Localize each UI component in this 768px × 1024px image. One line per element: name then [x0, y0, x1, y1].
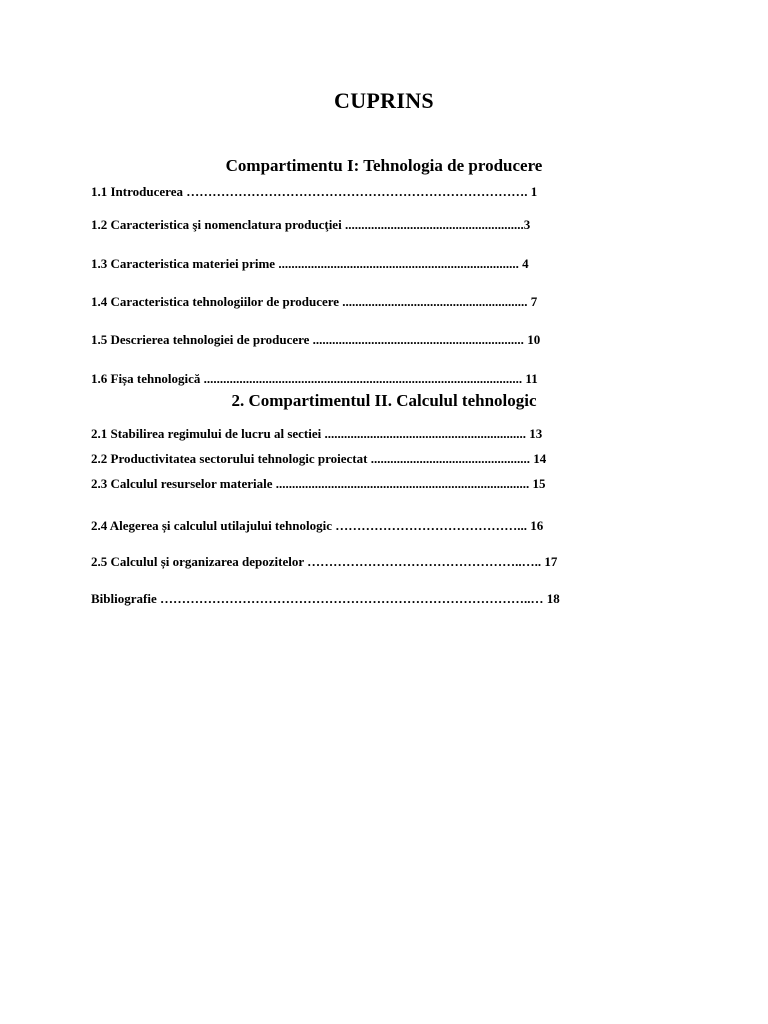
toc-bibliography [91, 591, 560, 607]
toc-entry-page: 3 [523, 217, 531, 232]
toc-entry-page: 10 [527, 332, 541, 347]
toc-entry-text: 1.5 Descrierea tehnologiei de producere ................................................................. [91, 332, 524, 347]
toc-entry [91, 518, 543, 534]
toc-entry [91, 184, 537, 200]
toc-entry-text: 2.5 Calculul și organizarea depozitelor …………………………………………..….. [91, 554, 542, 569]
toc-entry [91, 217, 530, 233]
toc-entry-text: Bibliografie …………………………………………………………………………..… [91, 591, 544, 606]
toc-entry-page: 7 [530, 294, 538, 309]
toc-entry [91, 426, 542, 442]
toc-entry [91, 371, 538, 387]
toc-entry [91, 294, 537, 310]
toc-entry-page: 18 [546, 591, 560, 606]
toc-entry [91, 476, 546, 492]
toc-entry-page: 11 [525, 371, 538, 386]
section-heading-2: 2. Compartimentul II. Calculul tehnologic [231, 391, 537, 410]
toc-entry-text: 2.1 Stabilirea regimului de lucru al sectiei .............................................................. [91, 426, 527, 441]
toc-entry-page: 1 [530, 184, 538, 199]
toc-entry-page: 14 [533, 451, 547, 466]
document-title: CUPRINS [334, 88, 434, 113]
toc-entry-text: 1.4 Caracteristica tehnologiilor de producere ......................................................... [91, 294, 528, 309]
toc-entry-page: 17 [544, 554, 558, 569]
toc-entry-page: 4 [522, 256, 529, 271]
toc-entry-page: 15 [532, 476, 546, 491]
toc-entry-page: 16 [530, 518, 544, 533]
toc-entry-text: 2.4 Alegerea și calculul utilajului tehnologic ……………………………………... [91, 518, 527, 533]
toc-entry [91, 256, 529, 272]
toc-entry-page: 13 [529, 426, 543, 441]
toc-entry [91, 332, 540, 348]
toc-entry-text: 2.3 Calculul resurselor materiale .............................................................................. [91, 476, 530, 491]
section-heading-1: Compartimentu I: Tehnologia de producere [225, 156, 543, 175]
toc-entry [91, 451, 546, 467]
toc-entry-text: 2.2 Productivitatea sectorului tehnologic proiectat ................................................. [91, 451, 530, 466]
toc-entry-text: 1.1 Introducerea ……………………………………………………………………. [91, 184, 528, 199]
toc-entry [91, 554, 557, 570]
toc-entry-text: 1.6 Fișa tehnologică .................................................................................................. [91, 371, 523, 386]
toc-entry-text: 1.3 Caracteristica materiei prime .......................................................................... [91, 256, 519, 271]
toc-entry-text: 1.2 Caracteristica şi nomenclatura producţiei ....................................................... [91, 217, 524, 232]
